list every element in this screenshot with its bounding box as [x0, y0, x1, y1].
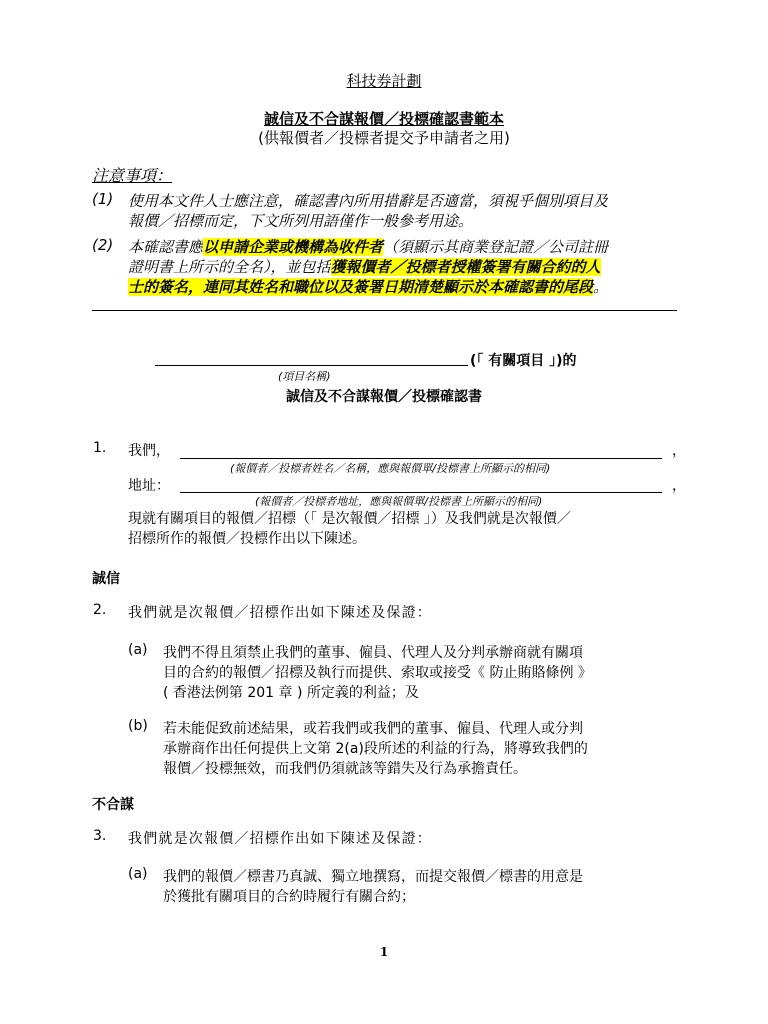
note-2-text: 。 — [593, 278, 609, 296]
note-2-line-3 — [128, 276, 608, 297]
name-blank — [180, 458, 662, 459]
paragraph-3-number: 3. — [93, 828, 107, 844]
note-2-text: 證明書上所示的全名），並包括 — [128, 258, 331, 276]
paragraph-2-number: 2. — [93, 602, 107, 618]
notes-heading: 注意事項： — [92, 166, 173, 185]
address-caption: (報價者／投標者地址，應與報價單/投標書上所顯示的相同) — [255, 495, 543, 508]
page-number: 1 — [379, 945, 389, 959]
item-2b-line-2: 承辦商作出任何提供上文第 2(a)段所述的利益的行為，將導致我們的 — [163, 741, 588, 757]
item-2a-line-3: ( 香港法例第 201 章 ) 所定義的利益；及 — [163, 685, 419, 701]
note-2-text: 本確認書應 — [128, 238, 204, 256]
document-subtitle: (供報價者／投標者提交予申請者之用) — [258, 129, 510, 147]
integrity-heading: 誠信 — [92, 571, 120, 587]
project-suffix: (「 有關項目 」)的 — [470, 353, 577, 369]
name-comma: ， — [672, 443, 686, 459]
scheme-title: 科技券計劃 — [346, 72, 422, 90]
note-2-highlight: 以申請企業或機構為收件者 — [203, 238, 384, 256]
document-title: 誠信及不合謀報價／投標確認書範本 — [263, 110, 504, 128]
note-2-line-2 — [128, 256, 601, 277]
item-3a-line-1: 我們的報價／標書乃真誠、獨立地撰寫，而提交報價／標書的用意是 — [163, 869, 583, 885]
paragraph-1-line-3: 現就有關項目的報價／招標（「 是次報價／招標 」）及我們就是次報價／ — [128, 511, 571, 527]
note-2-text: （須顯示其商業登記證／公司註冊 — [383, 238, 609, 256]
item-2b-line-1: 若未能促致前述結果，或若我們或我們的董事、僱員、代理人或分判 — [163, 721, 583, 737]
paragraph-3-text: 我們就是次報價／招標作出如下陳述及保證： — [128, 831, 432, 847]
note-2-highlight: 獲報價者／投標者授權簽署有關合約的人 — [330, 258, 601, 276]
project-name-blank — [155, 365, 468, 366]
paragraph-1-line-4: 招標所作的報價／投標作出以下陳述。 — [128, 531, 366, 547]
form-title: 誠信及不合謀報價／投標確認書 — [286, 389, 482, 405]
address-label: 地址： — [128, 478, 170, 494]
item-2a-line-2: 目的合約的報價／招標及執行而提供、索取或接受《 防止賄賂條例 》 — [163, 665, 592, 681]
we-label: 我們， — [128, 443, 170, 459]
section-divider — [92, 310, 677, 311]
item-2a-line-1: 我們不得且須禁止我們的董事、僱員、代理人及分判承辦商就有關項 — [163, 645, 583, 661]
note-2-label: (2) — [92, 236, 114, 254]
item-2b-line-3: 報價／投標無效，而我們仍須就該等錯失及行為承擔責任。 — [163, 761, 527, 777]
item-3a-line-2: 於獲批有關項目的合約時履行有關合約； — [163, 889, 415, 905]
item-2a-label: (a) — [128, 642, 148, 658]
name-caption: (報價者／投標者姓名／名稱，應與報價單/投標書上所顯示的相同) — [230, 462, 551, 475]
note-2-highlight: 士的簽名，連同其姓名和職位以及簽署日期清楚顯示於本確認書的尾段 — [128, 278, 594, 296]
project-name-caption: (項目名稱) — [278, 370, 331, 383]
item-3a-label: (a) — [128, 866, 148, 882]
note-2-line-1 — [128, 236, 608, 257]
item-2b-label: (b) — [128, 718, 148, 734]
paragraph-2-text: 我們就是次報價／招標作出如下陳述及保證： — [128, 605, 432, 621]
note-1-label: (1) — [92, 190, 114, 208]
paragraph-1-number: 1. — [93, 440, 107, 456]
note-1-line-1: 使用本文件人士應注意，確認書內所用措辭是否適當，須視乎個別項目及 — [128, 192, 609, 210]
address-comma: ， — [672, 478, 686, 494]
note-1-line-2: 報價／招標而定，下文所列用語僅作一般參考用途。 — [128, 212, 474, 230]
noncollusion-heading: 不合謀 — [92, 797, 134, 813]
